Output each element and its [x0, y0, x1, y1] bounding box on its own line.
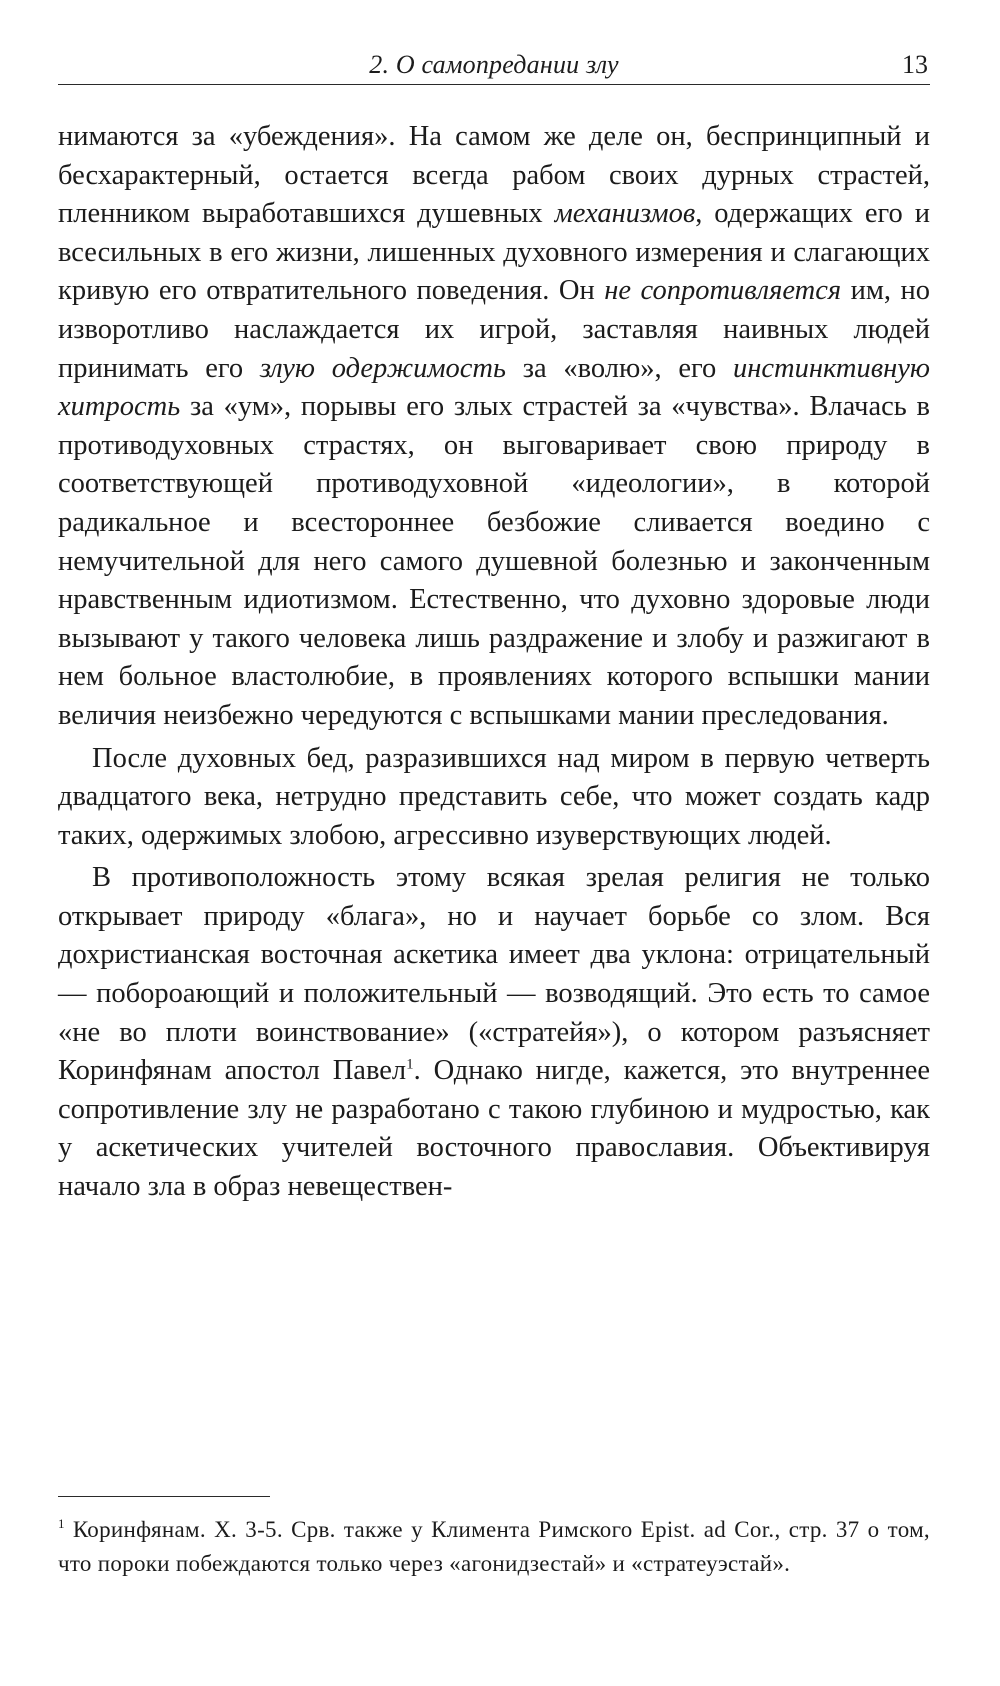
text-run: нимаются за «убеждения». На самом же деле он, беспринципный и бесхарактерный, остается всегда рабом своих дурных страстей, пленником выработавшихся душевных — [58, 121, 930, 230]
emphasis: не сопротивляется — [604, 275, 842, 307]
footnote-reference[interactable]: 1 — [406, 1056, 414, 1073]
emphasis: злую одержимость — [259, 352, 506, 384]
main-text — [58, 118, 930, 1207]
paragraph-1 — [58, 118, 930, 736]
text-run: за «волю», его — [505, 352, 733, 384]
text-run: им, но изворотливо наслаждается их игрой, заставляя наивных людей принимать его — [58, 275, 930, 384]
page-number: 13 — [902, 50, 928, 79]
emphasis: механизмов — [554, 198, 696, 230]
emphasis: инстинктивную хитрость — [58, 352, 931, 423]
text-run: В противоположность этому всякая зрелая религия не только открывает природу «блага», но и научает борьбе со злом. Вся дохристианская восточная аскетика имеет два уклона: отрицательный — побороающий и положительный — возводящий. Это есть то самое «не во плоти воинствование» («стратейя»), о котором разъясняет Коринфянам апостол Павел — [58, 862, 930, 1087]
text-run: за «ум», порывы его злых страстей за «чувства». Влачась в противодуховных страстях, он выговаривает свою природу в соответствующей противодуховной «идеологии», в которой радикальное и всестороннее безбожие сливается воедино с немучительной для него самого душевной болезнью и законченным нравственным идиотизмом. Естественно, что духовно здоровые люди вызывают у такого человека лишь раздражение и злобу и разжигают в нем больное властолюбие, в проявлениях которого вспышки мании величия неизбежно чередуются с вспышками мании преследования. — [58, 391, 930, 731]
footnote-divider — [58, 1496, 270, 1497]
footnote — [58, 1513, 930, 1581]
text-run: . Однако нигде, кажется, это внутреннее сопротивление злу не разработано с такою глубиною и мудростью, как у аскетических учителей восточного православия. Объективируя начало зла в образ невеществен- — [58, 1055, 930, 1203]
footnote-text: Коринфянам. X. 3-5. Срв. также у Климента Римского Epist. ad Cor., стр. 37 о том, что пороки побеждаются только через «агонидзестай» и «стратеуэстай». — [58, 1517, 930, 1576]
text-run: , одержащих его и всесильных в его жизни, лишенных духовного измерения и слагающих кривую его отвратительного поведения. Он — [58, 198, 930, 307]
paragraph-2: После духовных бед, разразившихся над миром в первую четверть двадцатого века, нетрудно представить себе, что может создать кадр таких, одержимых злобою, агрессивно изуверствующих людей. — [58, 742, 930, 851]
paragraph-3 — [58, 859, 930, 1206]
running-title: 2. О самопредании злу — [369, 50, 619, 79]
footnote-marker: 1 — [58, 1516, 65, 1532]
running-header — [58, 44, 930, 85]
